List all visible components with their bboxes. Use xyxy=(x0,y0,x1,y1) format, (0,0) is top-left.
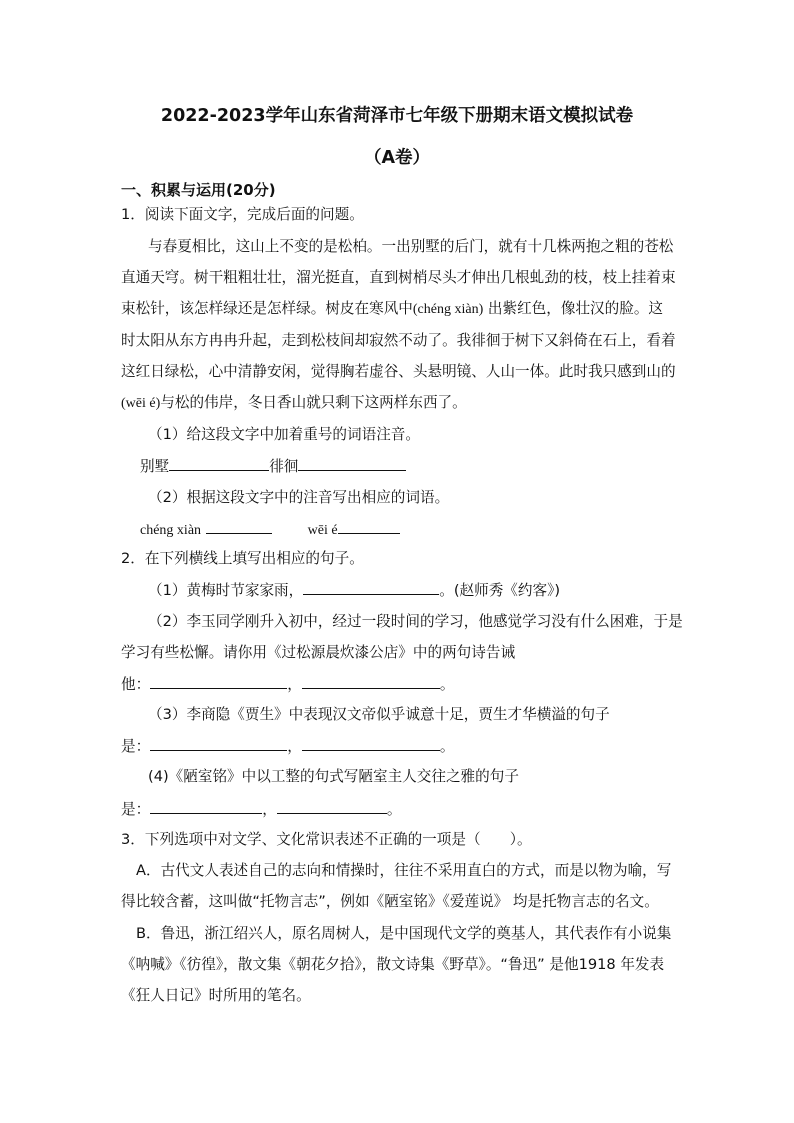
punctuation: 。 xyxy=(386,801,402,818)
q2-item4: (4)《陋室铭》中以工整的句式写陋室主人交往之雅的句子 xyxy=(148,768,519,785)
q3-stem: 3．下列选项中对文学、文化常识表述不正确的一项是（ ）。 xyxy=(121,831,532,848)
answer-blank[interactable] xyxy=(150,674,287,689)
answer-blank[interactable] xyxy=(303,580,439,595)
q2-item2-answer xyxy=(121,674,454,695)
q3-option-b-cont: 《狂人日记》时所用的笔名。 xyxy=(121,987,311,1004)
q3-option-b-cont: 《呐喊》《彷徨》，散文集《朝花夕拾》，散文诗集《野草》。“鲁迅” 是他1918 年发表 xyxy=(121,956,665,973)
q3-option-b: B．鲁迅，浙江绍兴人，原名周树人，是中国现代文学的奠基人，其代表作有小说集 xyxy=(136,925,672,942)
answer-blank[interactable] xyxy=(150,736,287,751)
answer-blank[interactable] xyxy=(206,519,272,534)
answer-blank[interactable] xyxy=(302,736,440,751)
q2-item2-cont: 学习有些松懈。请你用《过松源晨炊漆公店》中的两句诗告诫 xyxy=(121,644,516,661)
word-label: 别墅 xyxy=(140,458,170,475)
answer-blank[interactable] xyxy=(338,519,400,534)
page-title: 2022-2023学年山东省菏泽市七年级下册期末语文模拟试卷 xyxy=(160,106,634,126)
pinyin-annotation: (wēi é) xyxy=(121,396,161,411)
pinyin-annotation: (chéng xiàn) xyxy=(412,302,484,317)
passage-text: 与松的伟岸，冬日香山就只剩下这两样东西了。 xyxy=(160,394,467,411)
word-label: 徘徊 xyxy=(269,458,299,475)
q1-answer-line xyxy=(140,456,406,477)
passage-text: 束松针，该怎样绿还是怎样绿。树皮在寒风中 xyxy=(121,300,413,317)
q1-stem: 1．阅读下面文字，完成后面的问题。 xyxy=(121,206,364,223)
q2-item3-answer xyxy=(121,736,454,757)
punctuation: ， xyxy=(262,801,277,818)
q2-item4-answer xyxy=(121,799,401,820)
pinyin-label: wēi é xyxy=(307,523,338,538)
answer-blank[interactable] xyxy=(302,674,440,689)
q1-passage-line: 这红日绿松，心中清静安闲，觉得胸若虚谷、头悬明镜、人山一体。此时我只感到山的 xyxy=(121,363,676,380)
punctuation: ， xyxy=(287,738,302,755)
page-subtitle: （A卷） xyxy=(363,148,431,168)
q1-sub2: （2）根据这段文字中的注音写出相应的词语。 xyxy=(148,489,450,506)
q1-passage-line: 直通天穹。树干粗粗壮壮，溜光挺直，直到树梢尽头才伸出几根虬劲的枝，枝上挂着束 xyxy=(121,269,676,286)
q3-option-a-cont: 得比较含蓄，这叫做“托物言志”，例如《陋室铭》《爱莲说》 均是托物言志的名文。 xyxy=(121,893,659,910)
q2-item1 xyxy=(148,580,560,601)
q3-option-a: A．古代文人表述自己的志向和情操时，往往不采用直白的方式，而是以物为喻，写 xyxy=(136,862,672,879)
answer-blank[interactable] xyxy=(169,456,269,471)
q1-answer-line xyxy=(140,519,400,541)
pinyin-label: chéng xiàn xyxy=(140,523,202,538)
item-text: 是： xyxy=(121,738,151,755)
punctuation: ， xyxy=(287,676,302,693)
passage-text: 出紫红色，像壮汉的脸。这 xyxy=(483,300,664,317)
item-text: 是： xyxy=(121,801,151,818)
q1-passage-line xyxy=(121,393,467,414)
answer-blank[interactable] xyxy=(150,799,262,814)
q2-item3: （3）李商隐《贾生》中表现汉文帝似乎诚意十足，贾生才华横溢的句子 xyxy=(148,706,610,723)
answer-blank[interactable] xyxy=(277,799,387,814)
answer-blank[interactable] xyxy=(298,456,406,471)
punctuation: 。 xyxy=(439,676,455,693)
q1-passage-line: 时太阳从东方冉冉升起，走到松枝间却寂然不动了。我徘徊于树下又斜倚在石上，看着 xyxy=(121,332,676,349)
item-text: 他： xyxy=(121,676,151,693)
q2-item2: （2）李玉同学刚升入初中，经过一段时间的学习，他感觉学习没有什么困难，于是 xyxy=(148,613,683,630)
punctuation: 。 xyxy=(439,738,455,755)
q1-passage-line: 与春夏相比，这山上不变的是松柏。一出别墅的后门，就有十几株两抱之粗的苍松 xyxy=(148,238,674,255)
section-heading: 一、积累与运用(20分) xyxy=(121,181,276,199)
item-text: 。(赵师秀《约客》) xyxy=(439,582,561,599)
q1-sub1: （1）给这段文字中加着重号的词语注音。 xyxy=(148,426,420,443)
q1-passage-line xyxy=(121,299,663,320)
item-text: （1）黄梅时节家家雨， xyxy=(148,582,304,599)
q2-stem: 2．在下列横线上填写出相应的句子。 xyxy=(121,550,364,567)
